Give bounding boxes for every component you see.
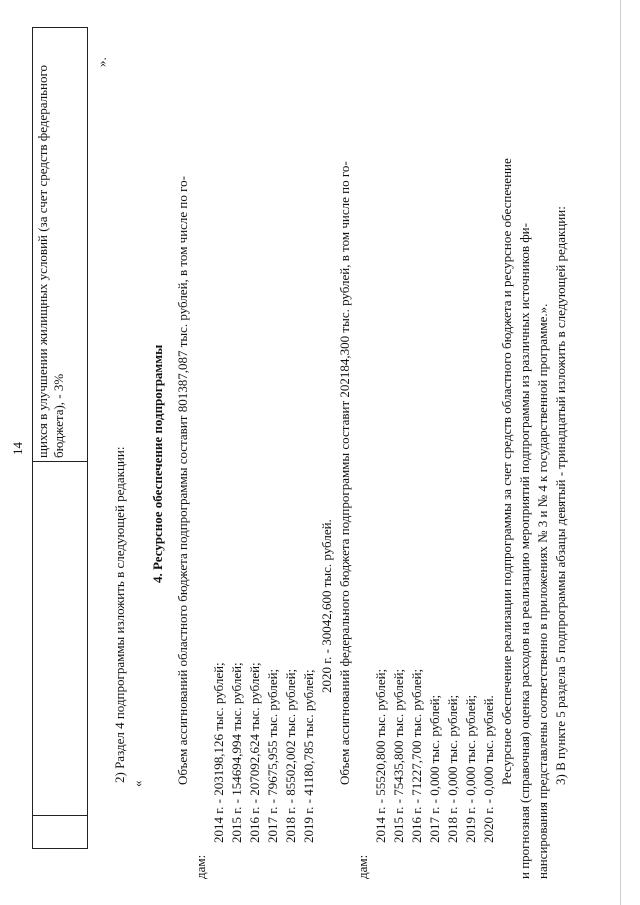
item-3-text: 3) В пункте 5 раздела 5 подпрограммы абзацы девятый - тринадцатый изложить в следующей редакции: <box>553 206 568 785</box>
federal-year-line: 2019 г. - 0,000 тыс. рублей; <box>463 694 478 843</box>
federal-year-line: 2016 г. - 71227,700 тыс. рублей; <box>409 668 424 843</box>
regional-year-line: 2017 г. - 79675,955 тыс. рублей; <box>265 668 280 843</box>
item-2-text: 2) Раздел 4 подпрограммы изложить в следующей редакции: <box>112 446 127 783</box>
final-paragraph-line: нансирования представлены соответственно в приложениях № 3 и № 4 к государственной программе.». <box>535 303 550 879</box>
closing-quote: ». <box>94 57 109 67</box>
federal-year-line: 2015 г. - 75435,800 тыс. рублей; <box>391 668 406 843</box>
federal-year-line: 2018 г. - 0,000 тыс. рублей; <box>445 694 460 843</box>
regional-year-line: 2014 г. - 203198,126 тыс. рублей; <box>211 662 226 843</box>
regional-year-line: 2019 г. - 41180,785 тыс. рублей; <box>301 669 316 843</box>
table-cell-text: щихся в улучшении жилищных условий (за счет средств федерального бюджета), - 3% <box>35 65 66 458</box>
regional-budget-intro: Объем ассигнований областного бюджета подпрограммы составит 801387,087 тыс. рублей, в том числе по го- <box>175 176 190 785</box>
federal-budget-intro: Объем ассигнований федерального бюджета подпрограммы составит 202184,300 тыс. рублей, в том числе по го- <box>337 161 352 785</box>
page-number: 14 <box>10 442 25 455</box>
regional-year-line: 2018 г. - 85502,002 тыс. рублей; <box>283 668 298 843</box>
section-heading: 4. Ресурсное обеспечение подпрограммы <box>150 344 165 583</box>
scan-edge-line <box>620 0 621 905</box>
federal-budget-cont: дам: <box>355 854 370 879</box>
regional-year-line-last: 2020 г. - 30042,600 тыс. рублей. <box>319 519 334 693</box>
regional-budget-cont: дам: <box>193 854 208 879</box>
table-divider <box>33 815 87 816</box>
final-paragraph-line: Ресурсное обеспечение реализации подпрограммы за счет средств областного бюджета и ресурсное обеспечение <box>499 158 514 785</box>
open-quote: « <box>130 780 145 787</box>
final-paragraph-line: и прогнозная (справочная) оценка расходов на реализацию мероприятий подпрограммы из различных источников фи- <box>517 223 532 879</box>
federal-year-line: 2017 г. - 0,000 тыс. рублей; <box>427 694 442 843</box>
table-fragment <box>32 27 88 849</box>
table-divider <box>33 461 87 462</box>
regional-year-line: 2016 г. - 207092,624 тыс. рублей; <box>247 662 262 843</box>
federal-year-line: 2020 г. - 0,000 тыс. рублей. <box>481 695 496 843</box>
regional-year-line: 2015 г. - 154694,994 тыс. рублей; <box>229 662 244 843</box>
federal-year-line: 2014 г. - 55520,800 тыс. рублей; <box>373 668 388 843</box>
